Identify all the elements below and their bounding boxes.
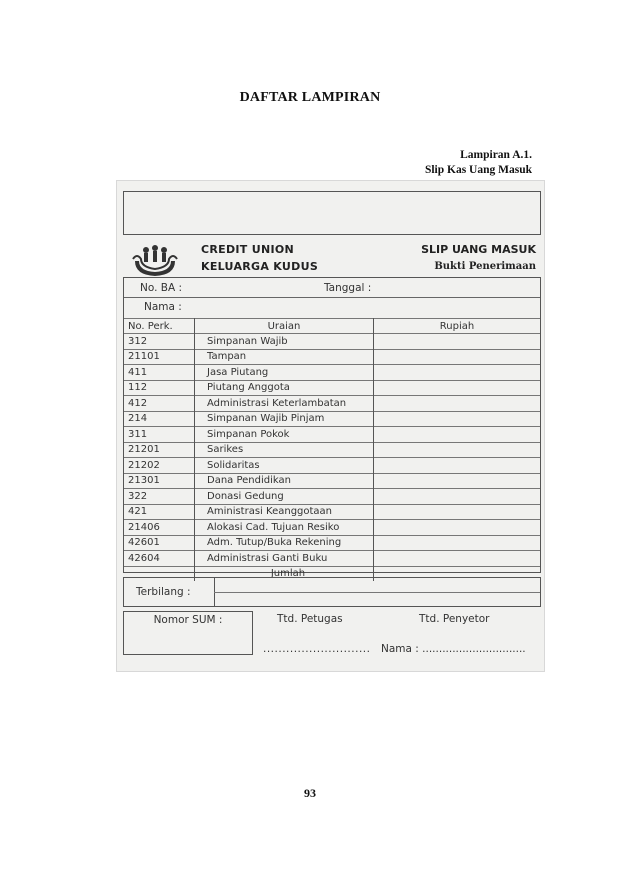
nomor-sum-box xyxy=(123,611,253,655)
row-desc: Aministrasi Keanggotaan xyxy=(195,504,374,520)
row-amount xyxy=(374,520,541,536)
slip-form xyxy=(123,277,541,580)
terbilang-box xyxy=(123,577,541,607)
row-desc: Simpanan Wajib Pinjam xyxy=(195,411,374,427)
slip-subtitle: Bukti Penerimaan xyxy=(434,261,536,272)
row-code: 42604 xyxy=(124,551,195,567)
row-desc: Alokasi Cad. Tujuan Resiko xyxy=(195,520,374,536)
row-code: 42601 xyxy=(124,535,195,551)
col-no-perk: No. Perk. xyxy=(124,319,195,334)
row-amount xyxy=(374,396,541,412)
row-code: 21201 xyxy=(124,442,195,458)
row-desc: Adm. Tutup/Buka Rekening xyxy=(195,535,374,551)
row-code: 214 xyxy=(124,411,195,427)
row-desc: Simpanan Pokok xyxy=(195,427,374,443)
row-desc: Tampan xyxy=(195,349,374,365)
row-code: 112 xyxy=(124,380,195,396)
row-amount xyxy=(374,442,541,458)
row-amount xyxy=(374,551,541,567)
divider xyxy=(214,592,540,593)
no-ba-row xyxy=(124,278,540,298)
slip-heading xyxy=(421,241,536,275)
terbilang-label: Terbilang : xyxy=(136,586,191,598)
row-code: 21406 xyxy=(124,520,195,536)
org-line2: KELUARGA KUDUS xyxy=(201,260,319,273)
nama-label: Nama : xyxy=(144,301,182,313)
row-code: 312 xyxy=(124,334,195,350)
row-amount xyxy=(374,411,541,427)
row-code: 322 xyxy=(124,489,195,505)
row-amount xyxy=(374,365,541,381)
row-desc: Piutang Anggota xyxy=(195,380,374,396)
petugas-signature-line: ............................ xyxy=(263,643,371,655)
table-row xyxy=(124,489,540,505)
page-number: 93 xyxy=(304,786,316,800)
page-title: DAFTAR LAMPIRAN xyxy=(239,90,381,105)
attachment-heading xyxy=(425,148,532,178)
items-table xyxy=(124,318,540,581)
org-name xyxy=(201,241,318,275)
row-amount xyxy=(374,334,541,350)
ttd-penyetor-label: Ttd. Penyetor xyxy=(419,613,490,625)
nama-row xyxy=(124,297,540,317)
row-desc: Administrasi Ganti Buku xyxy=(195,551,374,567)
row-amount xyxy=(374,458,541,474)
row-code: 421 xyxy=(124,504,195,520)
row-code: 412 xyxy=(124,396,195,412)
table-row xyxy=(124,504,540,520)
row-desc: Donasi Gedung xyxy=(195,489,374,505)
table-row xyxy=(124,427,540,443)
row-amount xyxy=(374,535,541,551)
slip-title: SLIP UANG MASUK xyxy=(421,243,536,256)
table-row xyxy=(124,380,540,396)
table-row xyxy=(124,349,540,365)
org-line1: CREDIT UNION xyxy=(201,243,295,256)
row-code: 21301 xyxy=(124,473,195,489)
row-desc: Solidaritas xyxy=(195,458,374,474)
table-row xyxy=(124,520,540,536)
nama-signature-line: Nama : ............................... xyxy=(381,643,526,655)
tanggal-label: Tanggal : xyxy=(324,282,372,294)
col-rupiah: Rupiah xyxy=(374,319,541,334)
row-amount xyxy=(374,427,541,443)
table-row xyxy=(124,334,540,350)
row-amount xyxy=(374,380,541,396)
row-desc: Dana Pendidikan xyxy=(195,473,374,489)
table-row xyxy=(124,473,540,489)
row-amount xyxy=(374,349,541,365)
row-desc: Jasa Piutang xyxy=(195,365,374,381)
ttd-petugas-label: Ttd. Petugas xyxy=(277,613,343,625)
row-desc: Simpanan Wajib xyxy=(195,334,374,350)
row-desc: Administrasi Keterlambatan xyxy=(195,396,374,412)
table-row xyxy=(124,458,540,474)
table-header-row xyxy=(124,319,540,334)
table-row xyxy=(124,551,540,567)
row-desc: Sarikes xyxy=(195,442,374,458)
credit-union-logo-icon xyxy=(131,241,179,279)
row-amount xyxy=(374,504,541,520)
col-uraian: Uraian xyxy=(195,319,374,334)
table-row xyxy=(124,411,540,427)
table-row xyxy=(124,535,540,551)
attachment-title: Slip Kas Uang Masuk xyxy=(424,164,532,176)
top-blank-box xyxy=(123,191,541,235)
nomor-sum-label: Nomor SUM : xyxy=(153,614,223,626)
table-row xyxy=(124,365,540,381)
row-code: 21101 xyxy=(124,349,195,365)
row-amount xyxy=(374,489,541,505)
row-code: 411 xyxy=(124,365,195,381)
total-label: Jumlah xyxy=(195,566,374,581)
attachment-number: Lampiran A.1. xyxy=(460,149,532,161)
table-row xyxy=(124,442,540,458)
table-row xyxy=(124,396,540,412)
no-ba-label: No. BA : xyxy=(140,282,183,294)
scanned-slip xyxy=(116,180,545,672)
row-code: 21202 xyxy=(124,458,195,474)
row-amount xyxy=(374,473,541,489)
row-code: 311 xyxy=(124,427,195,443)
